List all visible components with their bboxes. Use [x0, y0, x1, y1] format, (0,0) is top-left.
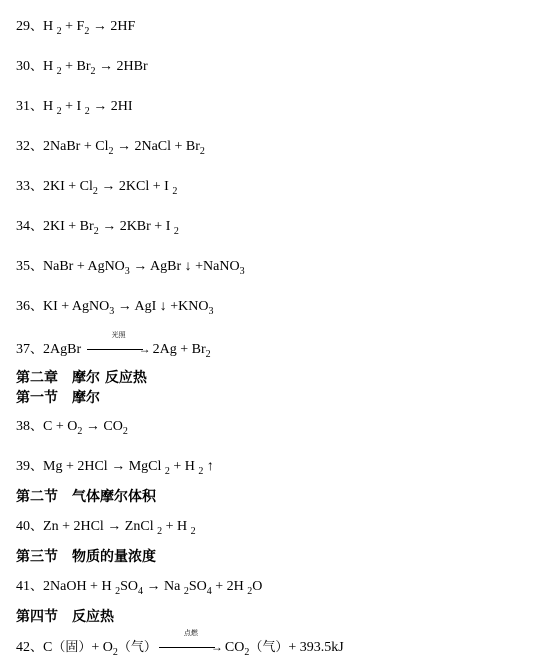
equation-31: 31、H $_2$ + I $_2$ → 2HI: [16, 99, 133, 117]
section-heading-1: 第一节 摩尔: [16, 390, 100, 406]
equation-40: 40、Zn + 2HCl → ZnCl $_2$ + H $_2$: [16, 519, 196, 537]
section-heading-3: 第三节 物质的量浓度: [16, 549, 156, 565]
equation-34: 34、$2KI + Br_2 \to 2KBr + I$ $_2$: [16, 219, 179, 237]
equation-38: 38、$C + O_2 \to CO_2$: [16, 419, 128, 437]
reaction-condition-arrow: 光照 →: [87, 340, 151, 359]
equation-42: 42、C（固）+ $O_2$（气） 点燃 → $CO_2$（气）+ 393.5kJ: [16, 629, 344, 658]
chapter-heading: 第二章 摩尔 反应热: [16, 370, 147, 386]
section-heading-2: 第二节 气体摩尔体积: [16, 489, 156, 505]
equation-29: 29、H $_2 + F_2 \to 2HF$: [16, 19, 136, 37]
equation-35: 35、NaBr + AgNO$_3$ → AgBr ↓ +NaNO$_3$: [16, 259, 245, 277]
equation-37: 37、2AgBr 光照 → $2Ag + Br_2$: [16, 331, 211, 360]
equation-33: 33、$2KI + Cl_2 \to 2KCl + I$ $_2$: [16, 179, 178, 197]
reaction-condition-arrow: 点燃 →: [159, 638, 223, 657]
equation-32: 32、2NaBr + $Cl_2$ → 2NaCl + $Br_2$: [16, 139, 205, 157]
condition-label: 光照: [111, 331, 126, 339]
equation-36: 36、KI + AgNO$_3$ → AgI ↓ $+KNO_3$: [16, 299, 214, 317]
section-heading-4: 第四节 反应热: [16, 609, 114, 625]
equation-39: 39、Mg + 2HCl → MgCl $_2$ + H $_2$ ↑: [16, 459, 214, 477]
equation-41: 41、2NaOH + H $_2SO_4 \to Na$ $_2SO_4 + 2H$ $_2$O: [16, 579, 263, 597]
condition-label: 点燃: [183, 629, 198, 637]
equation-30: 30、H $_2 + Br_2 \to 2HBr$: [16, 59, 148, 77]
